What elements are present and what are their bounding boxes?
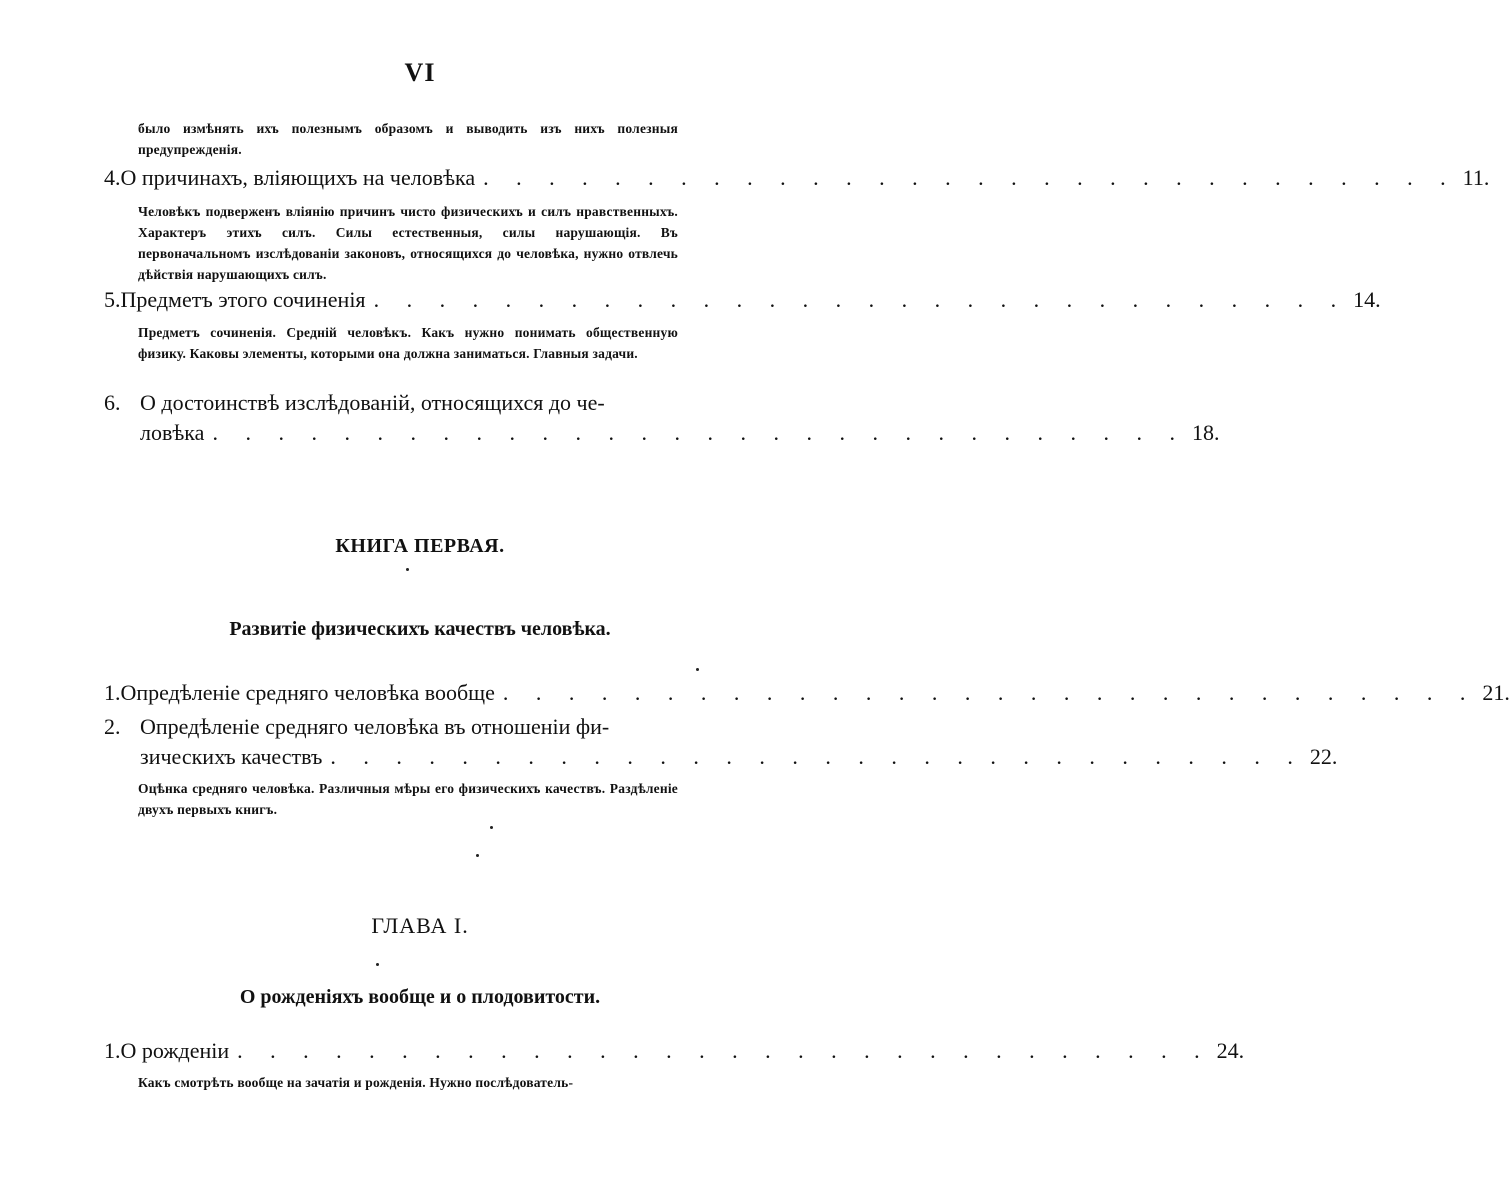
entry-number: 2. xyxy=(104,714,121,739)
entry-page: 14. xyxy=(1353,287,1381,312)
chapter-title: ГЛАВА I. xyxy=(371,913,469,938)
toc-book-entry-1 xyxy=(104,678,1510,708)
entry-number: 4. xyxy=(104,165,121,190)
entry-page: 18. xyxy=(1191,420,1220,445)
book-subtitle: Развитіе физическихъ качествъ человѣка. xyxy=(229,618,611,640)
leader-dots: . . . . . . . . . . . . . . . . . . . . . . . . . . . . . . xyxy=(483,165,1457,190)
page-number: VI xyxy=(404,58,436,87)
entry-number: 1. xyxy=(104,1038,121,1063)
entry-title-continued: зическихъ качествъ xyxy=(140,744,323,769)
entry-page: 11. xyxy=(1462,165,1490,190)
entry-title: Опредѣленіе средняго человѣка въ отношеніи фи- xyxy=(140,714,610,739)
entry-title: Опредѣленіе средняго человѣка вообще xyxy=(120,680,495,705)
entry-title: О причинахъ, вліяющихъ на человѣка xyxy=(120,165,476,190)
toc-entry-6 xyxy=(104,388,1220,448)
leader-dots: . . . . . . . . . . . . . . . . . . . . . . . . . . . . . . xyxy=(502,680,1477,705)
toc-entry-5 xyxy=(104,285,1381,315)
leader-dots: . . . . . . . . . . . . . . . . . . . . . . . . . . . . . . xyxy=(212,420,1186,445)
entry-4-summary: Человѣкъ подверженъ вліянію причинъ чисто физическихъ и силъ нравственныхъ. Характеръ этихъ силъ. Силы естественныя, силы нарушающія. Въ первоначальномъ изслѣдованіи законовъ, относящихся до человѣка, нужно отвлечь дѣйствія нарушающихъ силъ. xyxy=(138,204,678,282)
entry-title: О рожденіи xyxy=(120,1038,230,1063)
entry-number: 1. xyxy=(104,680,121,705)
leader-dots: . . . . . . . . . . . . . . . . . . . . . . . . . . . . . . xyxy=(330,744,1304,769)
print-speck xyxy=(490,826,493,829)
chapter-subtitle: О рожденіяхъ вообще и о плодовитости. xyxy=(239,986,601,1008)
chapter-entry-1-summary: Какъ смотрѣть вообще на зачатія и рожденія. Нужно послѣдователь- xyxy=(138,1075,574,1090)
leader-dots: . . . . . . . . . . . . . . . . . . . . . . . . . . . . . . xyxy=(373,287,1348,312)
entry-number: 6. xyxy=(104,390,121,415)
print-speck xyxy=(376,963,379,966)
entry-title-continued: ловѣка xyxy=(140,420,205,445)
toc-chapter-entry-1 xyxy=(104,1036,1245,1066)
book-title: КНИГА ПЕРВАЯ. xyxy=(335,535,505,557)
entry-page: 24. xyxy=(1216,1038,1245,1063)
print-speck xyxy=(406,568,409,571)
entry-page: 21. xyxy=(1482,680,1510,705)
leader-dots: . . . . . . . . . . . . . . . . . . . . . . . . . . . . . . xyxy=(237,1038,1211,1063)
entry-5-summary: Предметъ сочиненія. Средній человѣкъ. Какъ нужно понимать общественную физику. Каковы элементы, которыми она должна заниматься. Главныя задачи. xyxy=(138,325,678,361)
entry-title: О достоинствѣ изслѣдованій, относящихся до че- xyxy=(140,390,605,415)
entry-title: Предметъ этого сочиненія xyxy=(120,287,366,312)
print-speck xyxy=(476,854,479,857)
toc-entry-4 xyxy=(104,163,1490,193)
toc-book-entry-2 xyxy=(104,712,1338,772)
entry-page: 22. xyxy=(1309,744,1338,769)
entry-number: 5. xyxy=(104,287,121,312)
book-entry-2-summary: Оцѣнка средняго человѣка. Различныя мѣры его физическихъ качествъ. Раздѣленіе двухъ первыхъ книгъ. xyxy=(138,781,678,817)
continuation-text: было измѣнять ихъ полезнымъ образомъ и выводить изъ нихъ полезныя предупрежденія. xyxy=(138,121,678,157)
print-speck xyxy=(696,668,699,671)
